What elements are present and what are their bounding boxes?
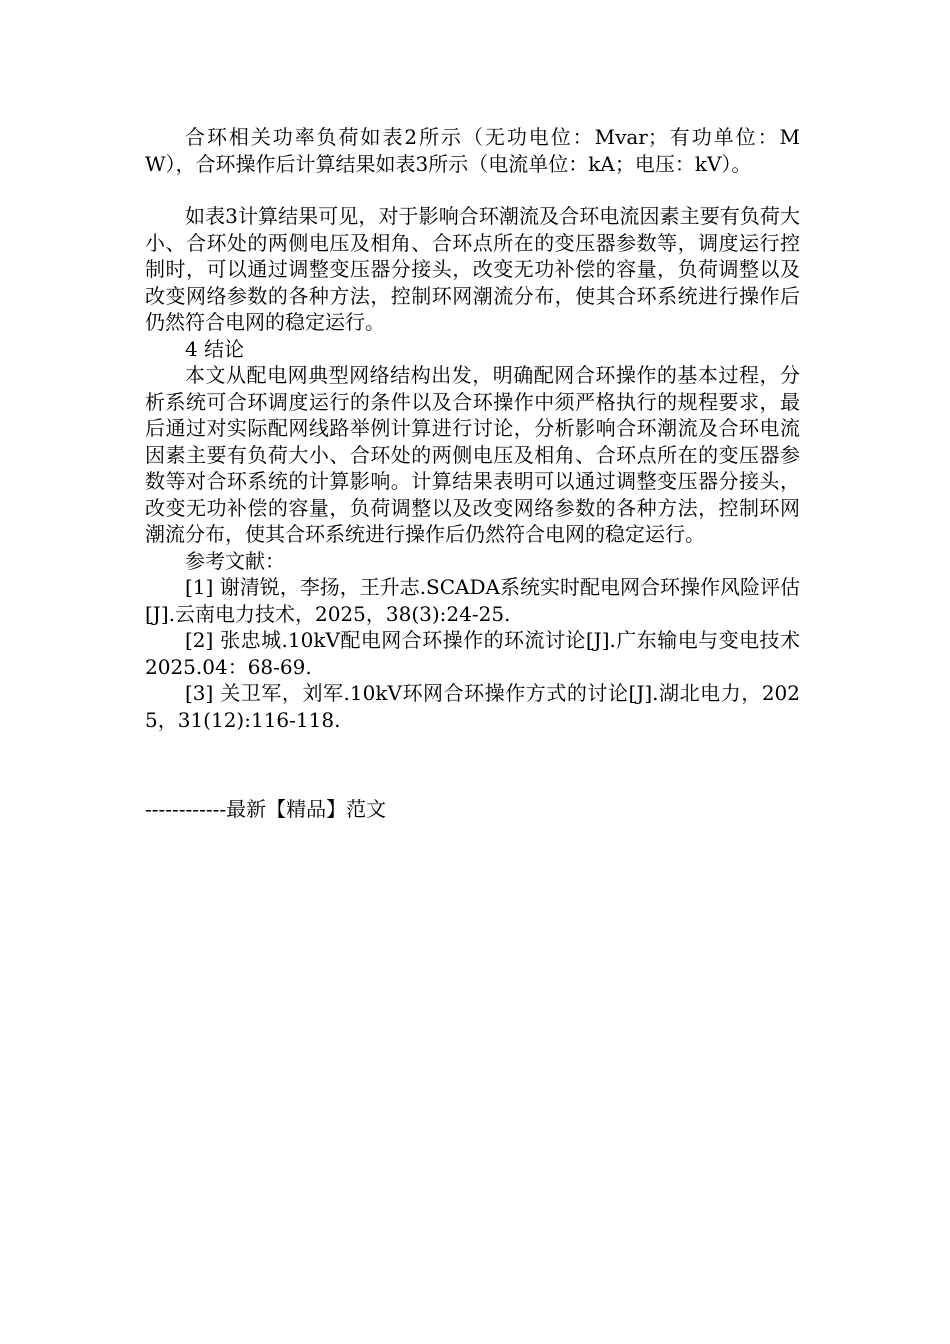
paragraph-conclusion: 本文从配电网典型网络结构出发，明确配网合环操作的基本过程，分析系统可合环调度运行的条件以及合环操作中须严格执行的规程要求，最后通过对实际配网线路举例计算进行讨论，分析影响合环潮流及合环电流因素主要有负荷大小、合环处的两侧电压及相角、合环点所在的变压器参数等对合环系统的计算影响。计算结果表明可以通过调整变压器分接头，改变无功补偿的容量，负荷调整以及改变网络参数的各种方法，控制环网潮流分布，使其合环系统进行操作后仍然符合电网的稳定运行。: [145, 363, 800, 546]
paragraph-power-load: 合环相关功率负荷如表2所示（无功电位：Mvar；有功单位：MW），合环操作后计算结果如表3所示（电流单位：kA；电压：kV）。: [145, 125, 800, 176]
paragraph-calculation-results: 如表3计算结果可见，对于影响合环潮流及合环电流因素主要有负荷大小、合环处的两侧电压及相角、合环点所在的变压器参数等，调度运行控制时，可以通过调整变压器分接头，改变无功补偿的容量，负荷调整以及改变网络参数的各种方法，控制环网潮流分布，使其合环系统进行操作后仍然符合电网的稳定运行。: [145, 204, 800, 334]
reference-item: [1] 谢清锐，李扬，王升志.SCADA系统实时配电网合环操作风险评估[J].云南电力技术，2025，38(3):24-25.: [145, 575, 800, 626]
document-body: [145, 124, 800, 733]
paragraph-spacer: [145, 177, 800, 203]
footer-text: ------------最新【精品】范文: [145, 797, 387, 821]
reference-item: [3] 关卫军，刘军.10kV环网合环操作方式的讨论[J].湖北电力，2025，31(12):116-118.: [145, 681, 800, 732]
reference-item: [2] 张忠城.10kV配电网合环操作的环流讨论[J].广东输电与变电技术2025.04：68-69.: [145, 628, 800, 679]
section-heading-conclusion: 4 结论: [185, 336, 245, 361]
references-title: 参考文献：: [185, 548, 285, 573]
